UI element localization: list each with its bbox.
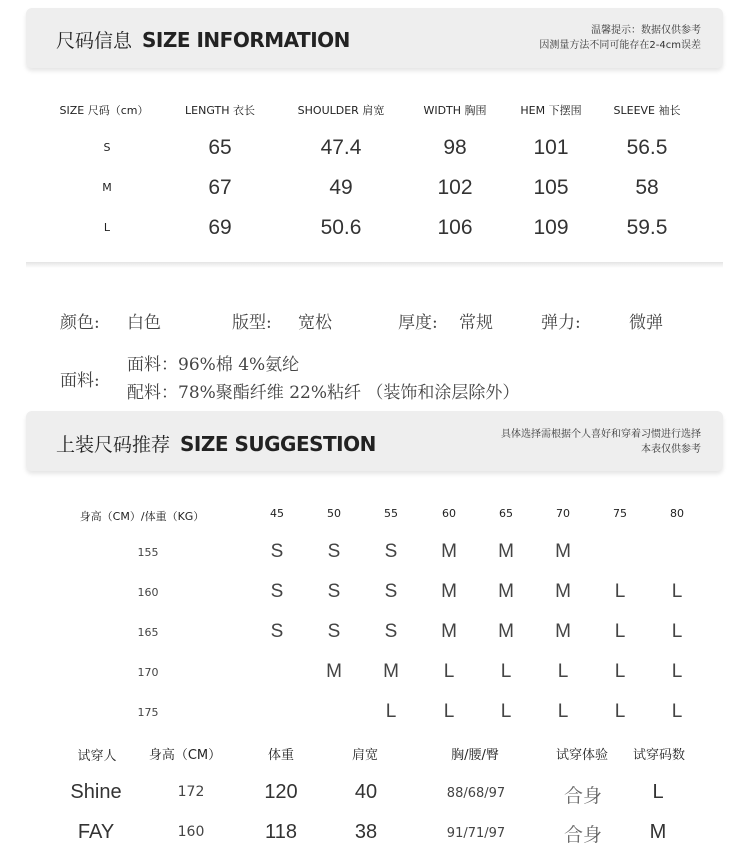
table-cell: 67 [208,176,232,199]
tester-experience: 合身 [563,824,603,846]
thickness-value: 常规 [459,313,493,333]
table-cell: 56.5 [626,136,668,159]
table-cell: 105 [533,176,569,199]
grid-cell: L [500,661,512,682]
weight-header: 65 [499,507,513,520]
grid-cell: L [385,701,397,722]
table-row-label: M [102,181,112,194]
tester-size: M [649,821,667,843]
size-info-title-zh: 尺码信息 [56,30,133,52]
table-cell: 50.6 [320,216,362,239]
tester-shoulder: 38 [354,821,378,843]
grid-cell: S [270,541,284,562]
grid-cell: L [671,701,683,722]
tester-col-header: 试穿人 [77,749,117,764]
size-suggestion-banner [26,411,723,471]
table-cell: 98 [443,136,467,159]
weight-header: 50 [327,507,341,520]
grid-cell: S [327,581,341,602]
size-suggestion-note [501,427,701,457]
grid-cell: M [441,541,457,562]
grid-cell: M [498,541,514,562]
grid-cell: L [614,661,626,682]
size-info-title-en: SIZE INFORMATION [142,28,350,52]
weight-header: 45 [270,507,284,520]
size-info-banner [26,8,723,68]
grid-cell: M [441,621,457,642]
size-suggestion-title-en: SIZE SUGGESTION [180,432,376,456]
shoulder-col-header: SHOULDER 肩宽 [297,104,385,117]
thickness-label: 厚度: [398,313,438,333]
grid-cell: S [270,581,284,602]
tester-shoulder: 40 [354,781,378,803]
grid-cell: S [327,621,341,642]
grid-cell: L [614,621,626,642]
sleeve-col-header: SLEEVE 袖长 [613,104,681,117]
weight-header: 80 [670,507,684,520]
grid-corner-label: 身高（CM）/体重（KG） [79,510,205,523]
grid-cell: L [614,701,626,722]
tester-name: FAY [77,821,115,843]
grid-cell: L [557,661,569,682]
fit-value: 宽松 [298,313,332,333]
table-row-label: L [103,221,111,234]
grid-cell: S [327,541,341,562]
weight-header: 55 [384,507,398,520]
tester-weight: 118 [265,821,297,843]
table-cell: 109 [533,216,569,239]
height-row-label: 170 [137,666,159,679]
table-cell: 101 [533,136,569,159]
grid-cell: L [671,621,683,642]
grid-cell: M [555,541,571,562]
grid-cell: L [500,701,512,722]
size-info-title [56,26,350,53]
color-label: 颜色: [60,313,100,333]
fit-size-col-header: 试穿码数 [632,748,686,763]
fabric-line-2: 配料：78%聚酯纤维 22%粘纤 （装饰和涂层除外） [127,383,520,403]
grid-cell: M [555,581,571,602]
weight-col-header: 体重 [267,748,295,763]
tester-experience: 合身 [563,785,603,807]
tester-height: 160 [177,824,205,840]
grid-cell: L [671,661,683,682]
size-col-header: SIZE 尺码（cm） [59,104,149,117]
weight-header: 60 [442,507,456,520]
size-suggestion-note-line2: 本表仅供参考 [641,444,701,455]
height-row-label: 155 [137,546,159,559]
table-cell: 47.4 [320,136,362,159]
tester-bwh: 88/68/97 [446,786,506,801]
experience-col-header: 试穿体验 [555,748,609,763]
grid-cell: L [443,701,455,722]
grid-cell: M [326,661,342,682]
grid-cell: L [557,701,569,722]
tester-weight: 120 [264,781,298,803]
tester-bwh: 91/71/97 [446,826,506,841]
size-info-note-line1: 温馨提示：数据仅供参考 [591,25,701,36]
grid-cell: M [555,621,571,642]
height-row-label: 165 [137,626,159,639]
weight-header: 70 [556,507,570,520]
fabric-line-1: 面料：96%棉 4%氨纶 [127,355,300,375]
elasticity-value: 微弹 [629,313,663,333]
grid-cell: S [384,621,398,642]
table-cell: 59.5 [626,216,668,239]
bwh-col-header: 胸/腰/臀 [451,748,499,763]
grid-cell: M [498,581,514,602]
table-cell: 58 [635,176,659,199]
section-divider [26,262,723,268]
length-col-header: LENGTH 衣长 [185,104,255,117]
grid-cell: L [443,661,455,682]
size-suggestion-title-zh: 上装尺码推荐 [56,434,171,456]
size-info-note-line2: 因测量方法不同可能存在2-4cm误差 [539,40,701,51]
grid-cell: M [498,621,514,642]
grid-cell: S [384,541,398,562]
size-info-note [539,23,701,53]
table-row-label: S [103,141,111,154]
height-row-label: 160 [137,586,159,599]
grid-cell: M [441,581,457,602]
table-cell: 65 [208,136,232,159]
hem-col-header: HEM 下摆围 [520,104,582,117]
grid-cell: L [614,581,626,602]
table-cell: 69 [208,216,232,239]
height-col-header: 身高（CM） [148,748,222,763]
grid-cell: M [383,661,399,682]
tester-size: L [652,781,664,803]
size-suggestion-note-line1: 具体选择需根据个人喜好和穿着习惯进行选择 [501,429,701,440]
table-cell: 102 [437,176,473,199]
fabric-label: 面料: [60,371,100,391]
table-cell: 49 [329,176,353,199]
tester-name: Shine [70,781,122,803]
height-row-label: 175 [137,706,159,719]
weight-header: 75 [613,507,627,520]
elasticity-label: 弹力: [541,313,581,333]
size-suggestion-title [56,430,376,457]
grid-cell: S [384,581,398,602]
color-value: 白色 [127,313,161,333]
width-col-header: WIDTH 胸围 [423,104,487,117]
fit-label: 版型: [232,313,272,333]
tester-height: 172 [177,784,205,800]
grid-cell: S [270,621,284,642]
shoulder-col-header: 肩宽 [351,748,379,763]
grid-cell: L [671,581,683,602]
table-cell: 106 [437,216,473,239]
